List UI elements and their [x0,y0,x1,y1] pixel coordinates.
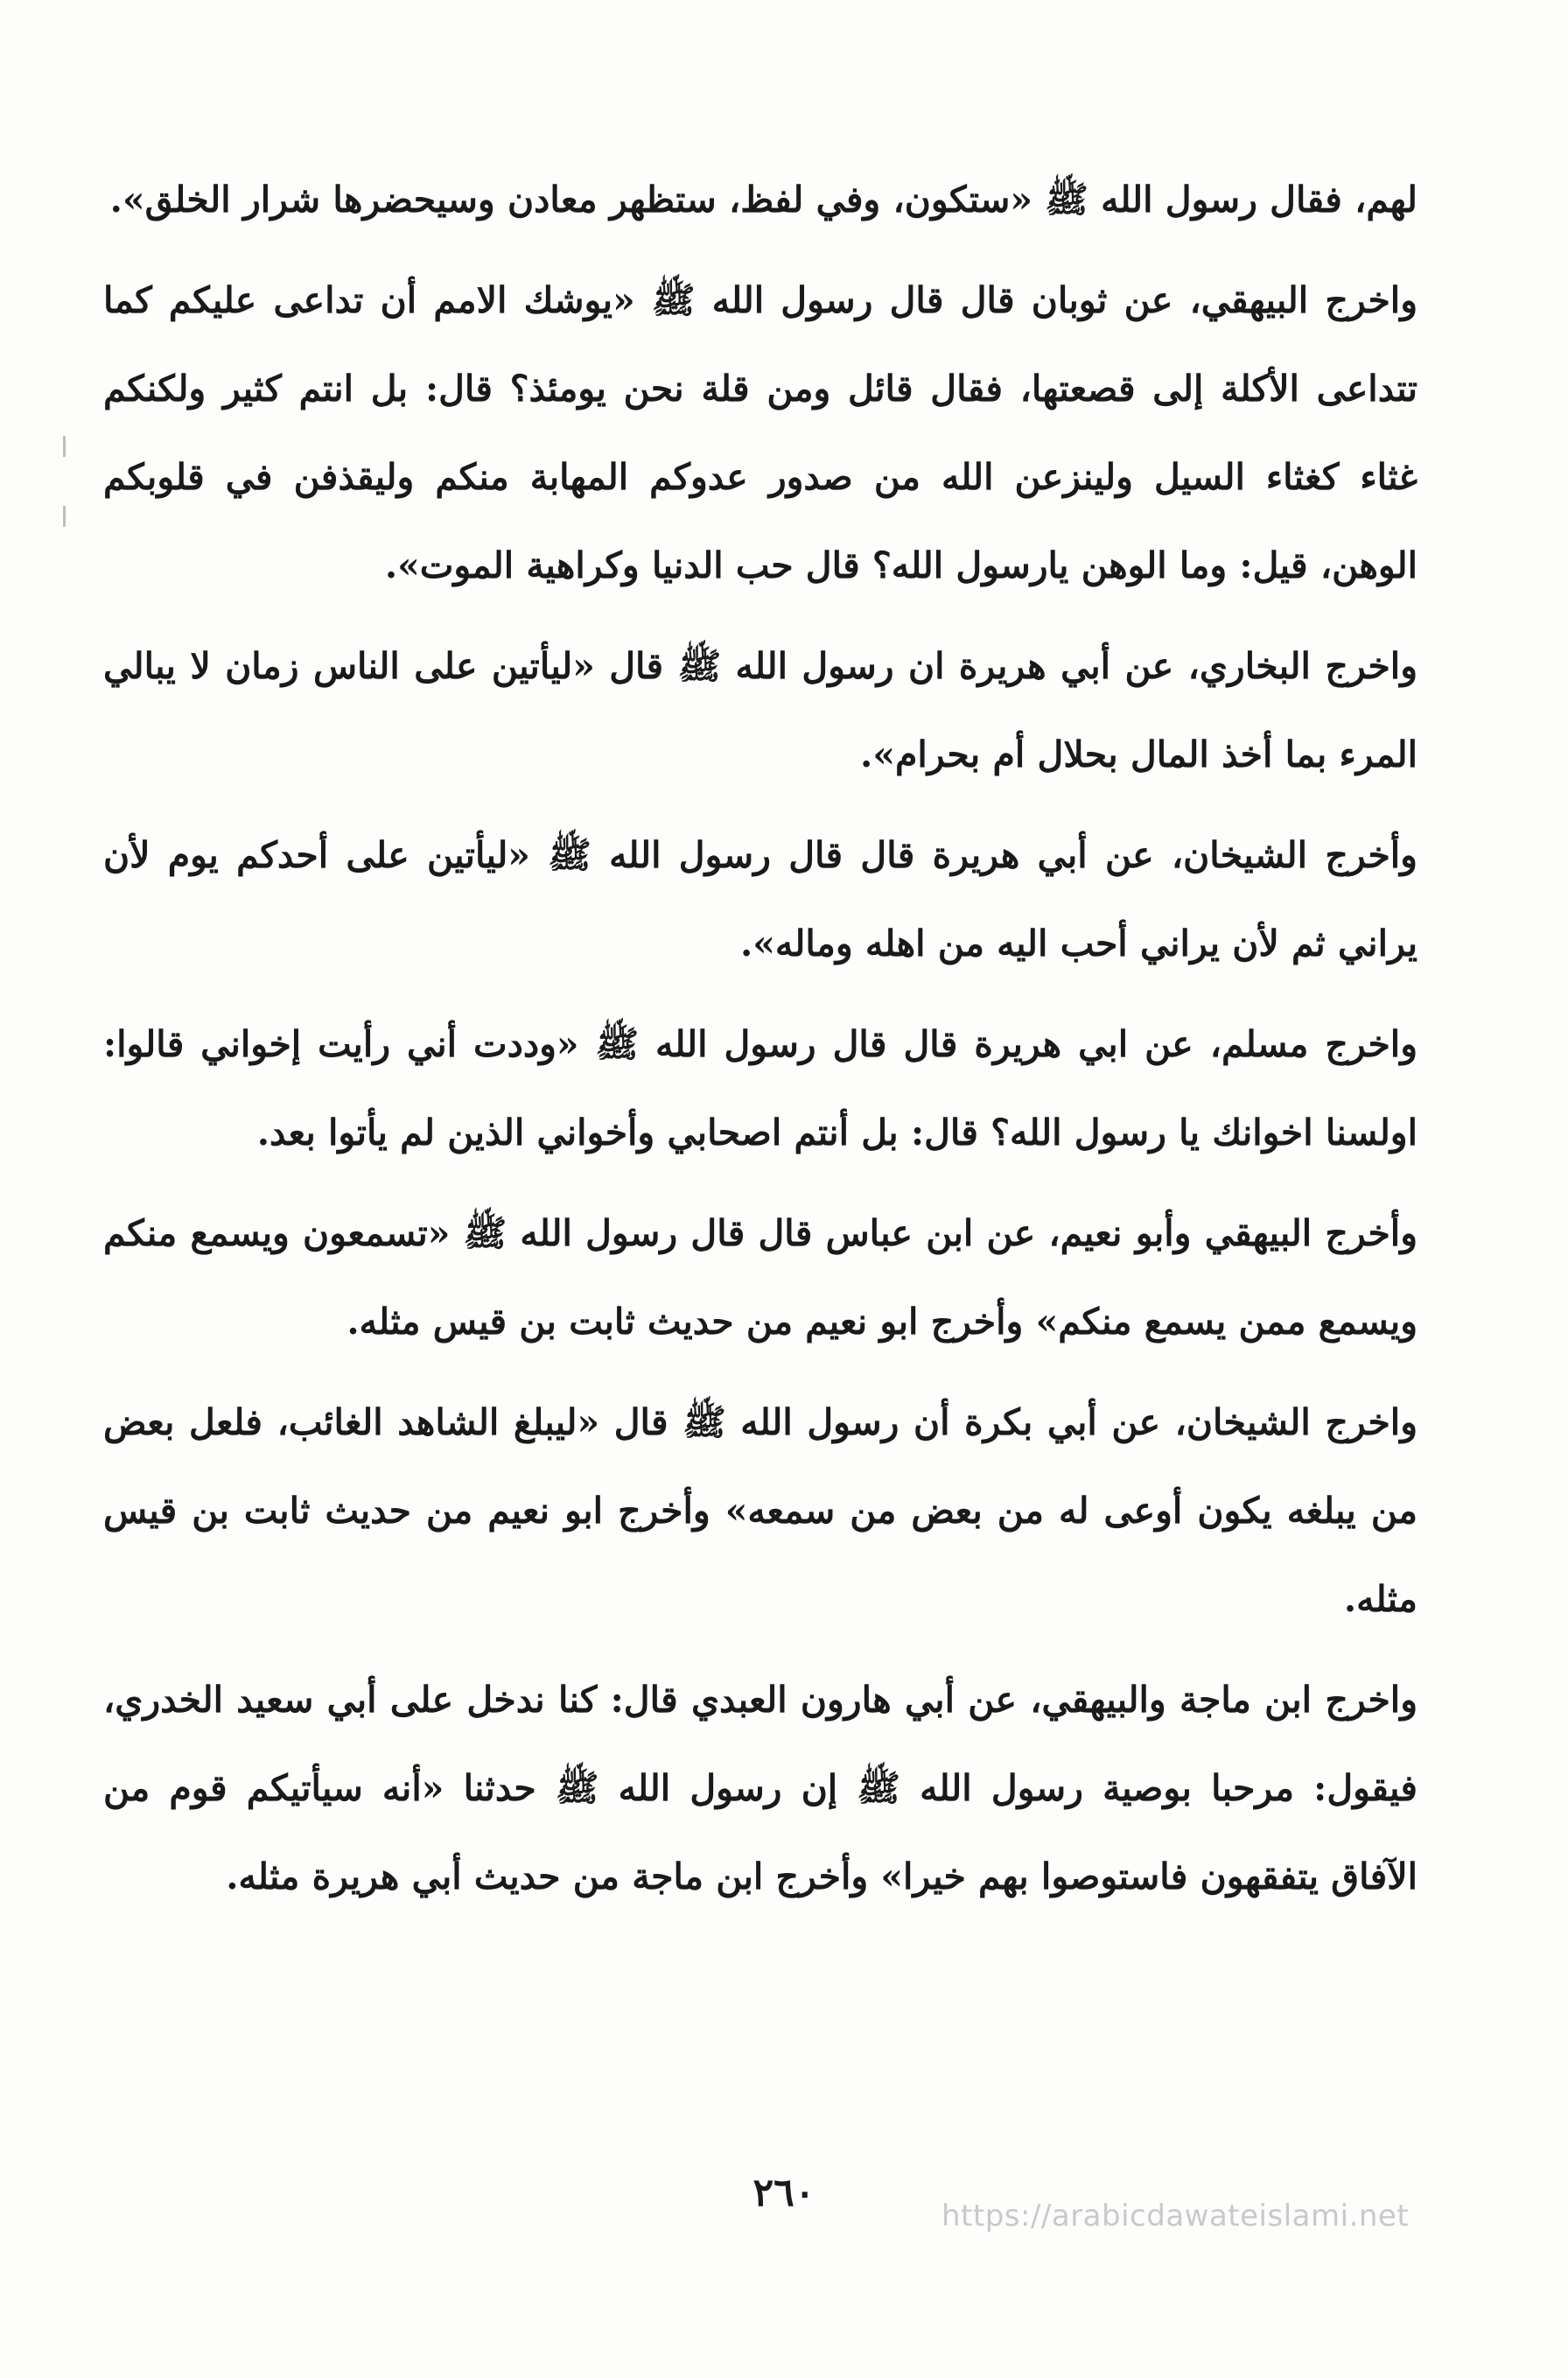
paragraph: واخرج البخاري، عن أبي هريرة ان رسول الله ﷺ قال «ليأتين على الناس زمان لا يبالي المرء بما أخذ المال بحلال أم بحرام». [103,645,1418,775]
page-number: ٢٦٠ [752,2171,816,2215]
paragraph: واخرج البيهقي، عن ثوبان قال قال رسول الله ﷺ «يوشك الامم أن تداعى عليكم كما تتداعى الأكلة إلى قصعتها، فقال قائل ومن قلة نحن يومئذ؟ قال: بل انتم كثير ولكنكم غثاء كغثاء السيل ولينزعن الله من صدور عدوكم المهابة منكم وليقذفن في قلوبكم الوهن، قيل: وما الوهن يارسول الله؟ قال حب الدنيا وكراهية الموت». [103,279,1418,586]
margin-mark [63,506,66,527]
paragraph: لهم، فقال رسول الله ﷺ «ستكون، وفي لفظ، ستظهر معادن وسيحضرها شرار الخلق». [109,179,1418,221]
paragraph: واخرج الشيخان، عن أبي بكرة أن رسول الله ﷺ قال «ليبلغ الشاهد الغائب، فلعل بعض من يبلغه يكون أوعى له من بعض من سمعه» وأخرج ابو نعيم من حديث ثابت بن قيس مثله. [103,1401,1418,1620]
paragraph: واخرج ابن ماجة والبيهقي، عن أبي هارون العبدي قال: كنا ندخل على أبي سعيد الخدري، فيقول: مرحبا بوصية رسول الله ﷺ إن رسول الله ﷺ حدثنا «أنه سيأتيكم قوم من الآفاق يتفقهون فاستوصوا بهم خيرا» وأخرج ابن ماجة من حديث أبي هريرة مثله. [103,1679,1418,1897]
watermark-url: https://arabicdawateislami.net [942,2199,1410,2234]
paragraph: وأخرج الشيخان، عن أبي هريرة قال قال رسول الله ﷺ «ليأتين على أحدكم يوم لأن يراني ثم لأن يراني أحب اليه من اهله وماله». [103,834,1418,965]
margin-mark [63,436,66,457]
paragraph: وأخرج البيهقي وأبو نعيم، عن ابن عباس قال قال رسول الله ﷺ «تسمعون ويسمع منكم ويسمع ممن يسمع منكم» وأخرج ابو نعيم من حديث ثابت بن قيس مثله. [103,1212,1418,1343]
body-text [103,156,1418,1921]
paragraph: واخرج مسلم، عن ابي هريرة قال قال رسول الله ﷺ «وددت أني رأيت إخواني قالوا: اولسنا اخوانك يا رسول الله؟ قال: بل أنتم اصحابي وأخواني الذين لم يأتوا بعد. [103,1023,1418,1154]
